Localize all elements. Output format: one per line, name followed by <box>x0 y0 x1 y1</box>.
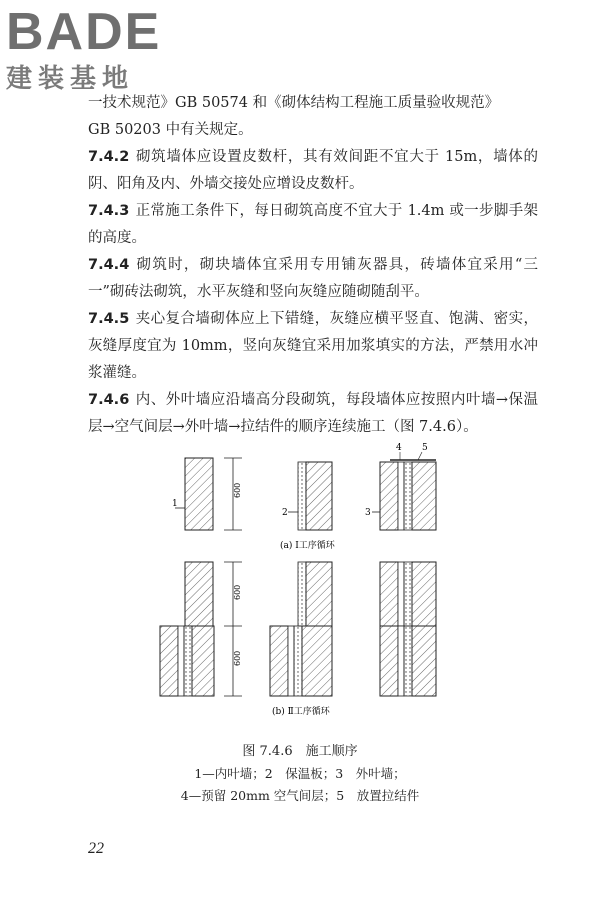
inner-leaf-wall <box>412 462 436 530</box>
lead-line-1: 一技术规范》GB 50574 和《砌体结构工程施工质量验收规范》 <box>88 95 500 111</box>
label-2: 2 <box>282 508 288 518</box>
inner-leaf-wall <box>185 458 213 530</box>
label-4: 4 <box>396 443 402 453</box>
air-cavity <box>398 462 404 530</box>
dimension-600: 600 <box>233 584 242 600</box>
dimension-600: 600 <box>233 650 242 666</box>
clause-7-4-5 <box>88 306 538 387</box>
clause-number: 7.4.4 <box>88 257 130 273</box>
clause-number: 7.4.6 <box>88 392 130 408</box>
clause-7-4-3 <box>88 198 538 252</box>
inner-leaf-wall <box>306 462 332 530</box>
clause-7-4-6 <box>88 387 538 441</box>
page-number: 22 <box>88 840 104 857</box>
clause-text: 砌筑墙体应设置皮数杆，其有效间距不宜大于 15m，墙体的阴、阳角及内、外墙交接处应增设皮数杆。 <box>88 149 538 192</box>
figure-a <box>172 443 436 530</box>
label-1: 1 <box>172 499 178 509</box>
clause-text: 正常施工条件下，每日砌筑高度不宜大于 1.4m 或一步脚手架的高度。 <box>88 203 538 246</box>
figure-b <box>160 562 436 696</box>
subcaption-b: (b) Ⅱ工序循环 <box>272 707 330 717</box>
logo-brand: BADE <box>6 3 162 61</box>
lead-line-2: GB 50203 中有关规定。 <box>88 122 253 138</box>
label-3: 3 <box>365 508 371 518</box>
label-5: 5 <box>422 443 428 453</box>
clause-number: 7.4.5 <box>88 311 130 327</box>
clause-number: 7.4.3 <box>88 203 130 219</box>
logo <box>6 4 186 95</box>
outer-leaf-wall <box>380 462 398 530</box>
insulation-board <box>298 462 306 530</box>
figure-legend-2: 4—预留 20mm 空气间层；5 放置拉结件 <box>180 788 420 803</box>
body-text <box>88 90 538 441</box>
insulation-board <box>404 462 412 530</box>
subcaption-a: (a) Ⅰ工序循环 <box>280 541 335 551</box>
clause-7-4-2 <box>88 144 538 198</box>
clause-number: 7.4.2 <box>88 149 130 165</box>
clause-text: 砌筑时，砌块墙体宜采用专用铺灰器具，砖墙体宜采用“三一”砌砖法砌筑，水平灰缝和竖向灰缝应随砌随刮平。 <box>88 257 538 300</box>
clause-text: 夹心复合墙砌体应上下错缝，灰缝应横平竖直、饱满、密实，灰缝厚度宜为 10mm，竖向灰缝宜采用加浆填实的方法，严禁用水冲浆灌缝。 <box>88 311 538 381</box>
clause-7-4-4 <box>88 252 538 306</box>
dimension-600: 600 <box>233 482 242 498</box>
logo-subtitle: 建装基地 <box>6 64 135 94</box>
figure-legend-1: 1—内叶墙；2 保温板；3 外叶墙； <box>194 766 406 781</box>
clause-text: 内、外叶墙应沿墙高分段砌筑，每段墙体应按照内叶墙→保温层→空气间层→外叶墙→拉结件的顺序连续施工（图 7.4.6）。 <box>88 392 538 435</box>
figure-title: 图 7.4.6 施工顺序 <box>242 744 358 759</box>
